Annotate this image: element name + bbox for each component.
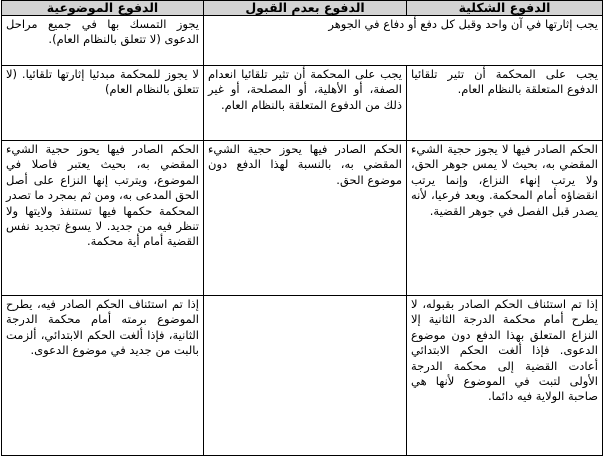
cell-res-judicata-formal: الحكم الصادر فيها لا يجوز حجية الشيء المقضي به، بحيث لا يمس جوهر الحق، ولا يرتب إنهاء النزاع، وإنما يرتب انقضاؤه أمام المحكمة. ويعد فرعيا، لأنه يصدر قبل الفصل في جوهر القضية. [407,141,603,296]
cell-public-order-formal: يجب على المحكمة أن تثير تلقائيا الدفوع المتعلقة بالنظام العام. [407,66,603,141]
header-row [2,1,603,16]
header-inadmissibility-defenses: الدفوع بعدم القبول [204,1,407,16]
defenses-comparison-table [1,0,603,456]
table-row [2,16,603,66]
header-substantive-defenses: الدفوع الموضوعية [2,1,204,16]
table-row [2,296,603,456]
cell-res-judicata-admissibility: الحكم الصادر فيها يحوز حجية الشيء المقضي به، بالنسبة لهذا الدفع دون موضوع الحق. [204,141,407,296]
cell-timing-substantive: يجوز التمسك بها في جميع مراحل الدعوى (لا تتعلق بالنظام العام). [2,16,204,66]
cell-public-order-admissibility: يجب على المحكمة أن تثير تلقائيا انعدام الصفة، أو الأهلية، أو المصلحة، أو غير ذلك من الدفوع المتعلقة بالنظام العام. [204,66,407,141]
cell-appeal-admissibility [204,296,407,456]
cell-public-order-substantive: لا يجوز للمحكمة مبدئيا إثارتها تلقائيا. (لا تتعلق بالنظام العام) [2,66,204,141]
cell-timing-formal-admissibility: يجب إثارتها في آن واحد وقبل كل دفع أو دفاع في الجوهر [204,16,603,66]
cell-res-judicata-substantive: الحكم الصادر فيها يحوز حجية الشيء المقضي به، بحيث يعتبر فاصلا في الموضوع، ويترتب إنها النزاع على أصل الحق المدعى به، ومن ثم بمجرد ما تصدر المحكمة حكمها فيها تستنفذ ولايتها ولا تنظر فيه من جديد. لا يسوغ تجديد نفس القضية أمام أية محكمة. [2,141,204,296]
header-formal-defenses: الدفوع الشكلية [407,1,603,16]
table-row [2,141,603,296]
cell-appeal-substantive: إذا تم استئناف الحكم الصادر فيه، يطرح الموضوع برمته أمام محكمة الدرجة الثانية، فإذا ألغت الحكم الابتدائي، ألزمت بالبت من جديد في موضوع الدعوى. [2,296,204,456]
table-row [2,66,603,141]
cell-appeal-formal: إذا تم استئناف الحكم الصادر بقبوله، لا يطرح أمام محكمة الدرجة الثانية إلا النزاع المتعلق بهذا الدفع دون موضوع الدعوى. فإذا ألغت الحكم الابتدائي أعادت القضية إلى محكمة الدرجة الأولى لتبت في الموضوع لأنها هي صاحبة الولاية فيه دائما. [407,296,603,456]
